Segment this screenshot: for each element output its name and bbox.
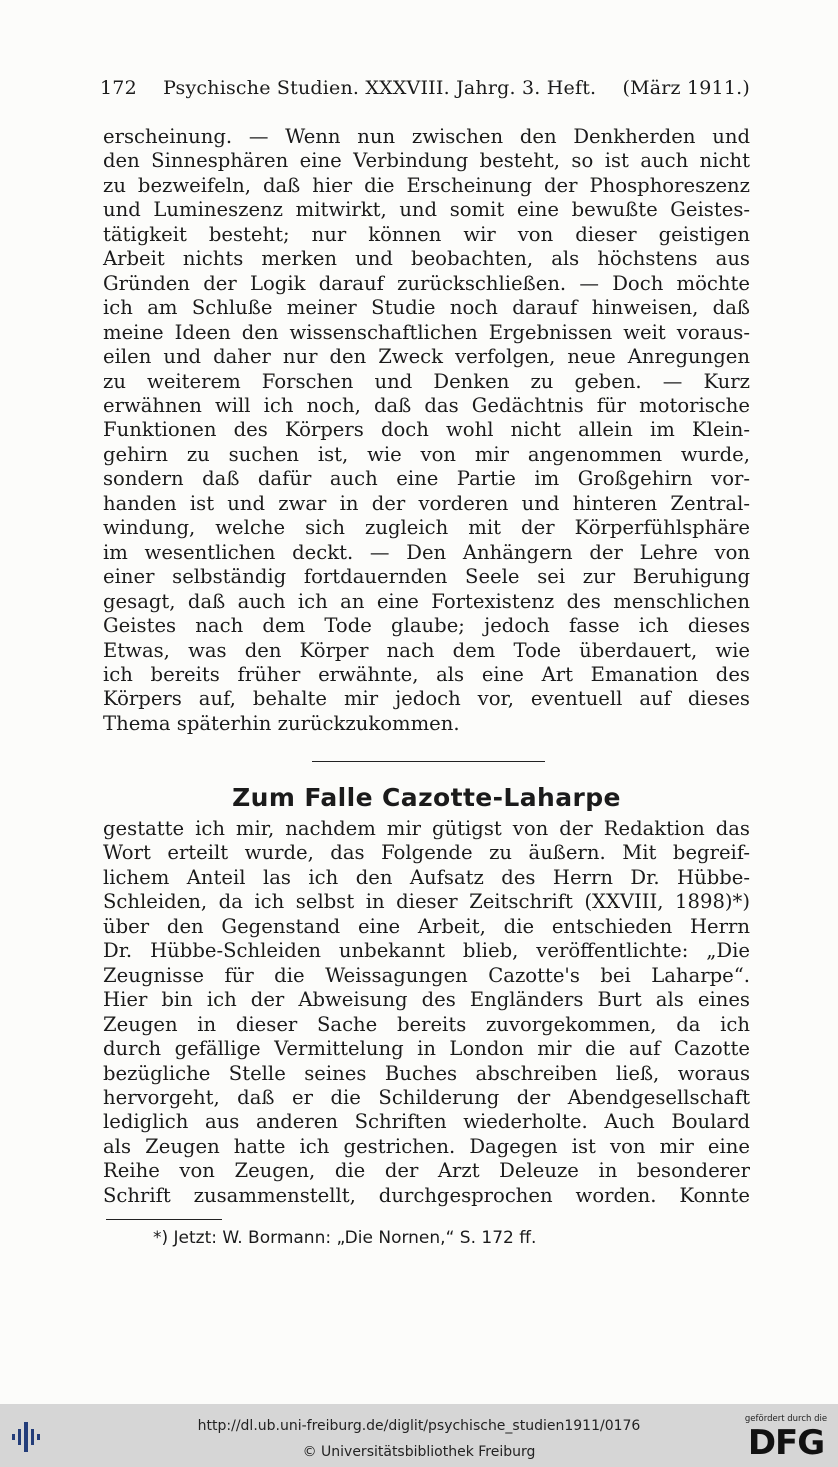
text-line: einer selbständig fortdauernden Seele sei zur Beruhigung (103, 565, 750, 589)
text-line: zu bezweifeln, daß hier die Erscheinung der Phosphoreszenz (103, 173, 750, 197)
text-line: ich bereits früher erwähnte, als eine Art Emanation des (103, 662, 750, 686)
article-heading: Zum Falle Cazotte-Laharpe (232, 783, 621, 812)
text-line: Etwas, was den Körper nach dem Tode überdauert, wie (103, 638, 750, 662)
text-line: Dr. Hübbe-Schleiden unbekannt blieb, veröffentlichte: „Die (103, 939, 750, 963)
text-line: eilen und daher nur den Zweck verfolgen, neue Anregungen (103, 345, 750, 369)
text-line: Funktionen des Körpers doch wohl nicht allein im Klein- (103, 418, 750, 442)
text-line: Schleiden, da ich selbst in dieser Zeitschrift (XXVIII, 1898)*) (103, 890, 750, 914)
text-line: Körpers auf, behalte mir jedoch vor, eventuell auf dieses (103, 687, 750, 711)
text-line: Zeugnisse für die Weissagungen Cazotte's bei Laharpe“. (103, 963, 750, 987)
text-line: gehirn zu suchen ist, wie von mir angenommen wurde, (103, 442, 750, 466)
text-line: gesagt, daß auch ich an eine Fortexistenz des menschlichen (103, 589, 750, 613)
text-line: bezügliche Stelle seines Buches abschreiben ließ, woraus (103, 1061, 750, 1085)
journal-title: Psychische Studien. XXXVIII. Jahrg. 3. Heft. (163, 77, 597, 99)
text-line: Wort erteilt wurde, das Folgende zu äußern. Mit begreif- (103, 841, 750, 865)
copyright-notice: © Universitätsbibliothek Freiburg (302, 1444, 536, 1460)
text-line: gestatte ich mir, nachdem mir gütigst von der Redaktion das (103, 817, 750, 840)
viewer-footer (0, 1404, 838, 1467)
text-line: lediglich aus anderen Schriften wiederholte. Auch Boulard (103, 1110, 750, 1134)
text-line: Geistes nach dem Tode glaube; jedoch fasse ich dieses (103, 614, 750, 638)
dfg-logo-text: DFG (747, 1423, 825, 1463)
paragraph-1 (103, 125, 750, 736)
page-number: 172 (100, 77, 137, 99)
text-line: Arbeit nichts merken und beobachten, als höchstens aus (103, 247, 750, 271)
dfg-caption: gefördert durch die (744, 1414, 828, 1424)
text-line: Gründen der Logik darauf zurückschließen. — Doch möchte (103, 271, 750, 295)
footnote: *) Jetzt: W. Bormann: „Die Nornen,“ S. 172 ff. (153, 1228, 537, 1248)
text-line: Hier bin ich der Abweisung des Engländers Burt als eines (103, 988, 750, 1012)
text-line: sondern daß dafür auch eine Partie im Großgehirn vor- (103, 467, 750, 491)
text-line: zu weiterem Forschen und Denken zu geben. — Kurz (103, 369, 750, 393)
text-line: den Sinnesphären eine Verbindung besteht, so ist auch nicht (103, 149, 750, 173)
text-line: windung, welche sich zugleich mit der Körperfühlsphäre (103, 516, 750, 540)
text-line: lichem Anteil las ich den Aufsatz des Herrn Dr. Hübbe- (103, 865, 750, 889)
text-line: tätigkeit besteht; nur können wir von dieser geistigen (103, 222, 750, 246)
footnote-divider (106, 1219, 222, 1220)
section-divider (312, 761, 545, 762)
text-line: Thema späterhin zurückzukommen. (103, 711, 460, 735)
text-line: und Lumineszenz mitwirkt, und somit eine bewußte Geistes- (103, 198, 750, 222)
running-header (100, 77, 750, 99)
text-line: erwähnen will ich noch, daß das Gedächtnis für motorische (103, 393, 750, 417)
permalink-url[interactable]: http://dl.ub.uni-freiburg.de/diglit/psychische_studien1911/0176 (197, 1418, 641, 1434)
text-line: erscheinung. — Wenn nun zwischen den Denkherden und (103, 125, 750, 148)
text-line: durch gefällige Vermittelung in London mir die auf Cazotte (103, 1037, 750, 1061)
text-line: im wesentlichen deckt. — Den Anhängern der Lehre von (103, 540, 750, 564)
dfg-logo (740, 1414, 832, 1462)
issue-date: (März 1911.) (622, 77, 750, 99)
text-line: hervorgeht, daß er die Schilderung der Abendgesellschaft (103, 1085, 750, 1109)
paragraph-2 (103, 817, 750, 1208)
text-line: ich am Schluße meiner Studie noch darauf hinweisen, daß (103, 296, 750, 320)
text-line: Reihe von Zeugen, die der Arzt Deleuze in besonderer (103, 1159, 750, 1183)
text-line: handen ist und zwar in der vorderen und hinteren Zentral- (103, 491, 750, 515)
text-line: über den Gegenstand eine Arbeit, die entschieden Herrn (103, 914, 750, 938)
text-line: Schrift zusammenstellt, durchgesprochen worden. Konnte (103, 1183, 750, 1207)
text-line: Zeugen in dieser Sache bereits zuvorgekommen, da ich (103, 1012, 750, 1036)
text-line: meine Ideen den wissenschaftlichen Ergebnissen weit voraus- (103, 320, 750, 344)
text-line: als Zeugen hatte ich gestrichen. Dagegen ist von mir eine (103, 1134, 750, 1158)
